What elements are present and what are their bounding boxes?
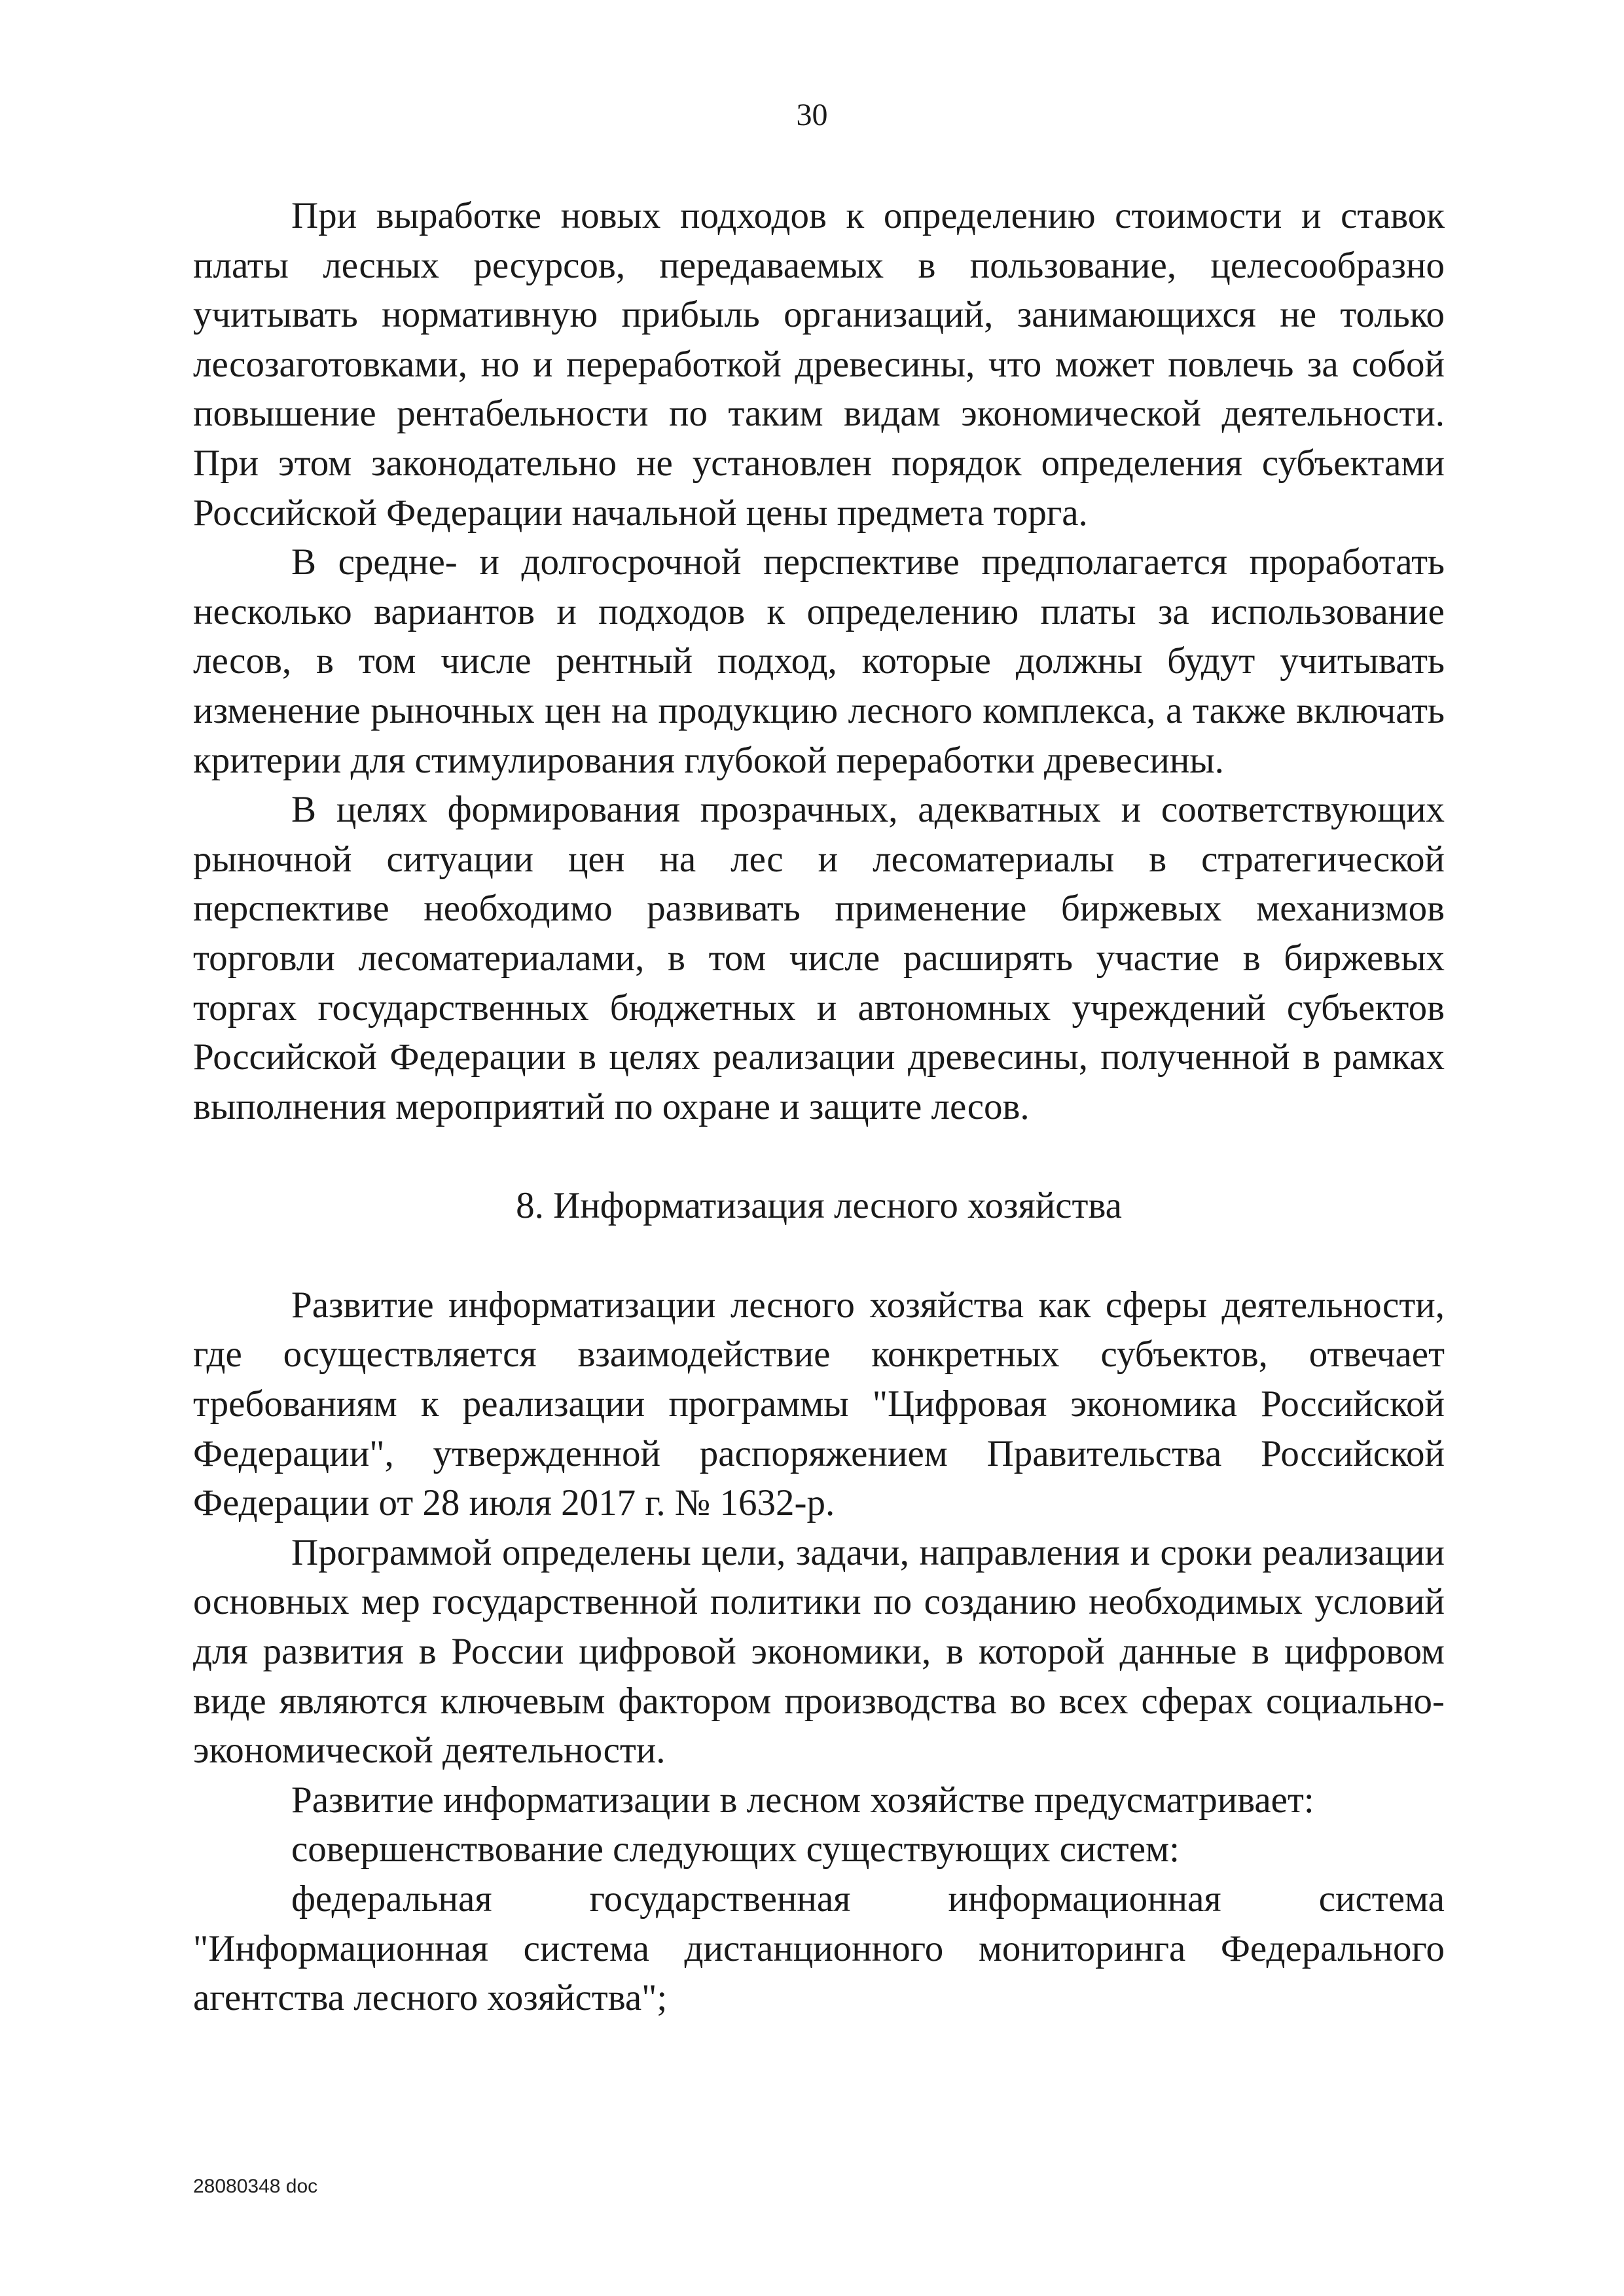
paragraph-federal-system: федеральная государственная информационная система "Информационная система дистанционного мониторинга Федерального агентства лесного хозяйства"; <box>193 1878 1445 2019</box>
paragraph-program-goals: Программой определены цели, задачи, направления и сроки реализации основных мер государственной политики по созданию необходимых условий для развития в России цифровой экономики, в которой данные в цифровом виде являются ключевым фактором производства во всех сферах социально-экономической деятельности. <box>193 1531 1445 1772</box>
paragraph-improvement-systems: совершенствование следующих существующих систем: <box>291 1829 1180 1870</box>
paragraph-exchange-trading: В целях формирования прозрачных, адекватных и соответствующих рыночной ситуации цен на лес и лесоматериалы в стратегической перспективе необходимо развивать применение биржевых механизмов торговли лесоматериалами, в том числе расширять участие в биржевых торгах государственных бюджетных и автономных учреждений субъектов Российской Федерации в целях реализации древесины, полученной в рамках выполнения мероприятий по охране и защите лесов. <box>193 789 1445 1127</box>
section-heading: 8. Информатизация лесного хозяйства <box>516 1185 1122 1227</box>
document-footer-code: 28080348 doc <box>193 2176 318 2197</box>
page-number: 30 <box>796 98 828 132</box>
document-body <box>193 191 1445 2023</box>
paragraph-pricing-approaches: При выработке новых подходов к определению стоимости и ставок платы лесных ресурсов, передаваемых в пользование, целесообразно учитывать нормативную прибыль организаций, занимающихся не только лесозаготовками, но и переработкой древесины, что может повлечь за собой повышение рентабельности по таким видам экономической деятельности. При этом законодательно не установлен порядок определения субъектами Российской Федерации начальной цены предмета торга. <box>193 195 1445 534</box>
paragraph-informatization-development: Развитие информатизации лесного хозяйства как сферы деятельности, где осуществляется взаимодействие конкретных субъектов, отвечает требованиям к реализации программы "Цифровая экономика Российской Федерации", утвержденной распоряжением Правительства Российской Федерации от 28 июля 2017 г. № 1632-р. <box>193 1284 1445 1524</box>
paragraph-provides-for: Развитие информатизации в лесном хозяйстве предусматривает: <box>291 1779 1314 1821</box>
paragraph-medium-long-term: В средне- и долгосрочной перспективе предполагается проработать несколько вариантов и подходов к определению платы за использование лесов, в том числе рентный подход, которые должны будут учитывать изменение рыночных цен на продукцию лесного комплекса, а также включать критерии для стимулирования глубокой переработки древесины. <box>193 541 1445 781</box>
